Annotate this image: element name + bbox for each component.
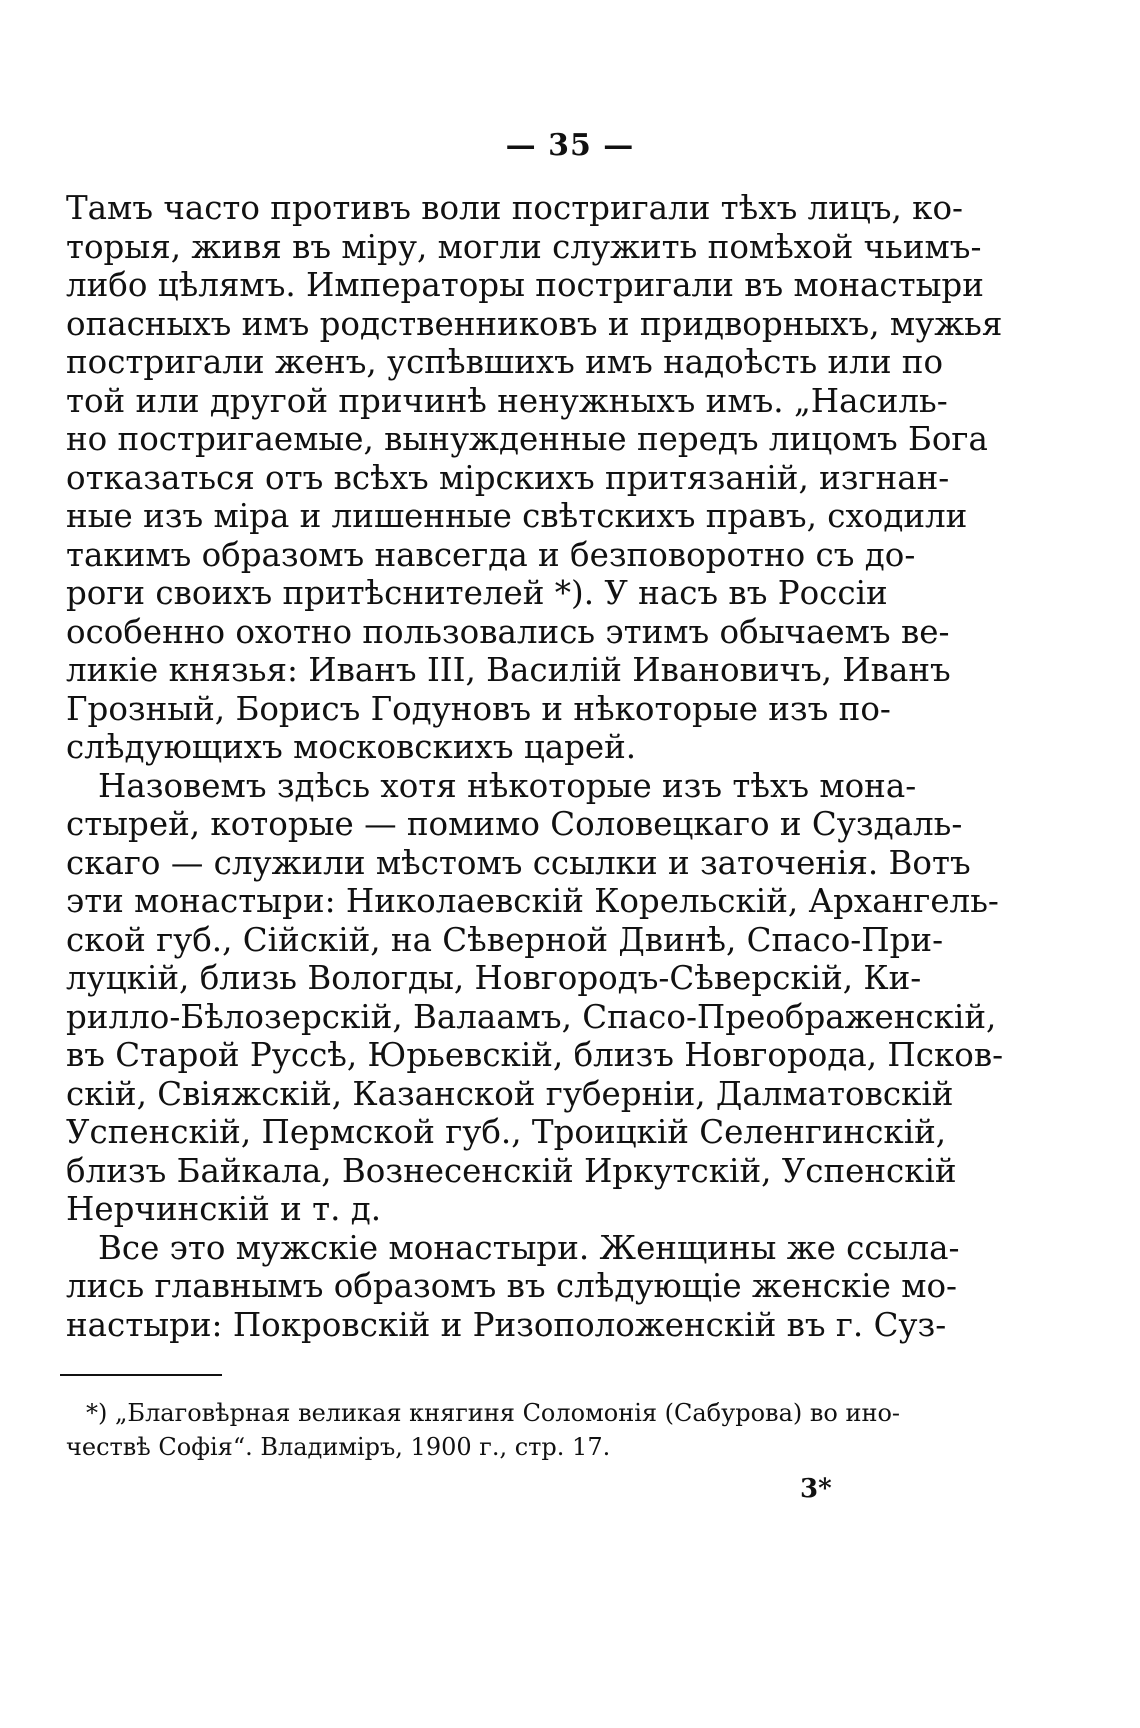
text-line: особенно охотно пользовались этимъ обычаемъ ве- — [66, 612, 950, 651]
text-line: той или другой причинѣ ненужныхъ имъ. „Насиль- — [66, 381, 948, 420]
text-line: Нерчинскій и т. д. — [66, 1190, 382, 1228]
text-line: постригали женъ, успѣвшихъ имъ надоѣсть или по — [66, 343, 944, 381]
text-line: торыя, живя въ міру, могли служить помѣхой чьимъ- — [66, 227, 982, 266]
text-line: скій, Свіяжскій, Казанской губерніи, Далматовскій — [66, 1074, 954, 1113]
text-line: ные изъ міра и лишенные свѣтскихъ правъ, сходили — [66, 497, 968, 535]
text-line: скаго — служили мѣстомъ ссылки и заточенія. Вотъ — [66, 843, 971, 882]
footnote-line: *) „Благовѣрная великая княгиня Соломонія (Сабурова) во ино- — [86, 1399, 901, 1427]
text-line: Назовемъ здѣсь хотя нѣкоторые изъ тѣхъ мона- — [98, 766, 917, 805]
text-line: эти монастыри: Николаевскій Корельскій, Архангель- — [66, 882, 999, 920]
text-line: луцкій, близь Вологды, Новгородъ-Сѣверскій, Ки- — [66, 959, 922, 997]
text-line: слѣдующихъ московскихъ царей. — [66, 728, 637, 766]
text-line: либо цѣлямъ. Императоры постригали въ монастыри — [66, 266, 984, 304]
paragraph-1 — [66, 189, 1003, 767]
text-line: Все это мужскіе монастыри. Женщины же ссыла- — [98, 1228, 960, 1267]
text-line: рилло-Бѣлозерскій, Валаамъ, Спасо-Преображенскій, — [66, 997, 997, 1036]
footnote-line: чествѣ Софія“. Владиміръ, 1900 г., стр. 17. — [66, 1433, 611, 1461]
text-line: отказаться отъ всѣхъ мірскихъ притязаній, изгнан- — [66, 458, 950, 497]
text-line: Успенскій, Пермской губ., Троицкій Селенгинскій, — [66, 1113, 947, 1151]
body-text — [66, 189, 1004, 1344]
text-line: въ Старой Руссѣ, Юрьевскій, близъ Новгорода, Псков- — [66, 1036, 1004, 1074]
text-line: опасныхъ имъ родственниковъ и придворныхъ, мужья — [66, 304, 1003, 343]
text-line: стырей, которые — помимо Соловецкаго и Суздаль- — [66, 805, 963, 843]
page-number: — 35 — — [505, 128, 635, 163]
text-line: лись главнымъ образомъ въ слѣдующіе женскіе мо- — [66, 1267, 958, 1305]
text-line: ской губ., Сійскій, на Сѣверной Двинѣ, Спасо-При- — [66, 920, 944, 959]
text-line: такимъ образомъ навсегда и безповоротно съ до- — [66, 535, 916, 574]
text-line: но постригаемые, вынужденные передъ лицомъ Бога — [66, 420, 988, 458]
text-line: Грозный, Борисъ Годуновъ и нѣкоторые изъ по- — [66, 689, 891, 728]
text-line: настыри: Покровскій и Ризоположенскій въ г. Суз- — [66, 1305, 947, 1344]
footnote-divider — [60, 1374, 222, 1376]
paragraph-3 — [66, 1228, 960, 1345]
footnote — [66, 1396, 901, 1464]
signature-mark: 3* — [800, 1474, 832, 1504]
text-line: Тамъ часто противъ воли постригали тѣхъ лицъ, ко- — [66, 189, 964, 227]
paragraph-2 — [66, 766, 1004, 1229]
text-line: близъ Байкала, Вознесенскій Иркутскій, Успенскій — [66, 1151, 957, 1190]
text-line: роги своихъ притѣснителей *). У насъ въ Россіи — [66, 574, 888, 612]
text-line: ликіе князья: Иванъ III, Василій Ивановичъ, Иванъ — [66, 651, 951, 689]
